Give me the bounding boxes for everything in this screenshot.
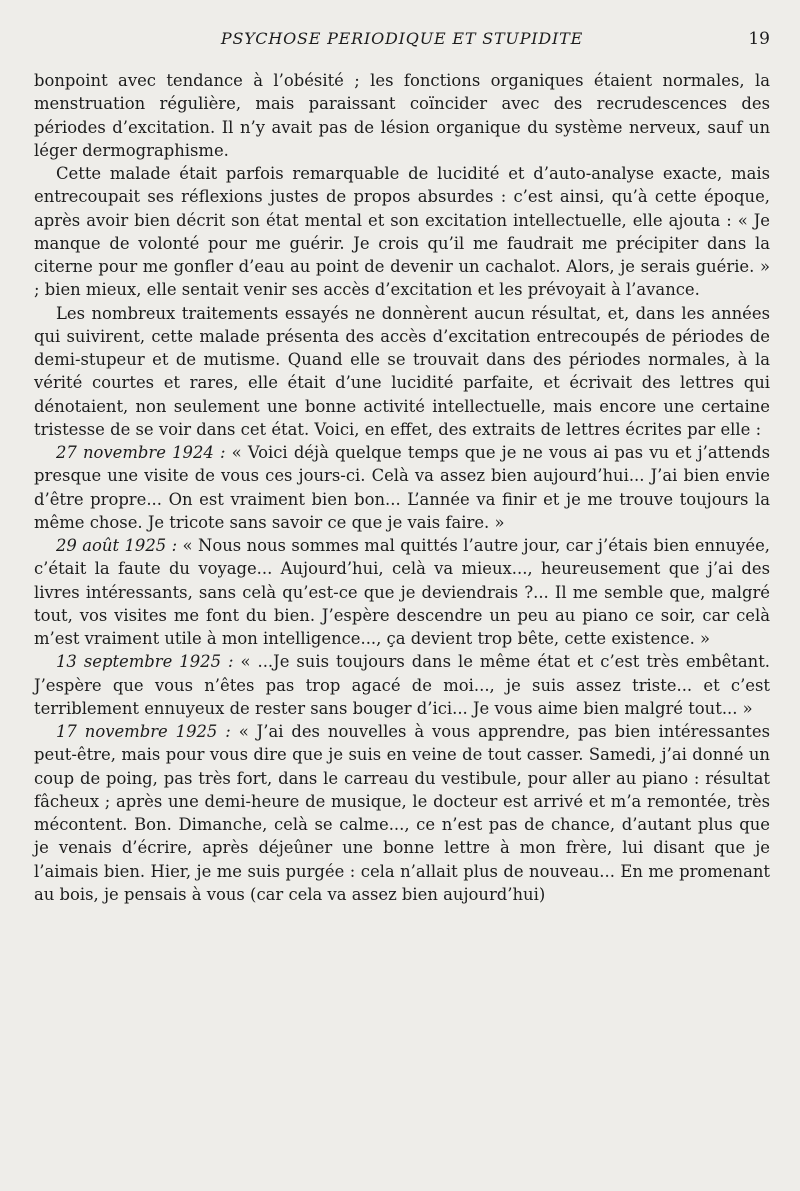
paragraph-continued: bonpoint avec tendance à l’obésité ; les fonctions organiques étaient normales, la menstruation régulière, mais paraissant coïncider avec des recrudescences des périodes d’excitation. Il n’y avait pas de lésion organique du système nerveux, sauf un léger dermographisme. [34, 71, 770, 160]
letter-date: 29 août 1925 : [56, 536, 178, 555]
letter-date: 13 septembre 1925 : [56, 652, 234, 672]
letter-text: « Nous nous sommes mal quittés l’autre jour, car j’étais bien ennuyée, c’était la faute du voyage... Aujourd’hui, celà va mieux..., heureusement que j’ai des livres intéressants, sans celà qu’est-ce que je deviendrais ?... Il me semble que, malgré tout, vos visites me font du bien. J’espère descendre un peu au piano ce soir, car celà m’est vraiment utile à mon intelligence..., ça devient trop bête, cette existence. » [34, 536, 770, 648]
letter-text: « Voici déjà quelque temps que je ne vous ai pas vu et j’attends presque une visite de vous ces jours-ci. Celà va assez bien aujourd’hui... J’ai bien envie d’être propre... On est vraiment bien bon... L’année va finir et je me trouve toujours la même chose. Je tricote sans savoir ce que je vais faire. » [34, 443, 770, 532]
letter-extract [34, 720, 770, 906]
letter-text: « ...Je suis toujours dans le même état et c’est très embêtant. J’espère que vous n’êtes pas trop agacé de moi..., je suis assez triste... et c’est terriblement ennuyeux de rester sans bouger d’ici... Je vous aime bien malgré tout... » [34, 652, 770, 718]
letter-text: « J’ai des nouvelles à vous apprendre, pas bien intéressantes peut-être, mais pour vous dire que je suis en veine de tout casser. Samedi, j’ai donné un coup de poing, pas très fort, dans le carreau du vestibule, pour aller au piano : résultat fâcheux ; après une demi-heure de musique, le docteur est arrivé et m’a remontée, très mécontent. Bon. Dimanche, celà se calme..., ce n’est pas de chance, d’autant plus que je venais d’écrire, après déjeûner une bonne lettre à mon frère, lui disant que je l’aimais bien. Hier, je me suis purgée : cela n’allait plus de nouveau... En me promenant au bois, je pensais à vous (car cela va assez bien aujourd’hui) [34, 722, 770, 904]
paragraph-lucidity: Cette malade était parfois remarquable de lucidité et d’auto-analyse exacte, mais entrecoupait ses réflexions justes de propos absurdes : c’est ainsi, qu’à cette époque, après avoir bien décrit son état mental et son excitation intellectuelle, elle ajouta : « Je manque de volonté pour me guérir. Je crois qu’il me faudrait me précipiter dans la citerne pour me gonfler d’eau au point de devenir un cachalot. Alors, je serais guérie. » ; bien mieux, elle sentait venir ses accès d’excitation et les prévoyait à l’avance. [34, 164, 770, 300]
running-head [34, 24, 770, 54]
paragraph-treatments: Les nombreux traitements essayés ne donnèrent aucun résultat, et, dans les années qui suivirent, cette malade présenta des accès d’excitation entrecoupés de périodes de demi-stupeur et de mutisme. Quand elle se trouvait dans des périodes normales, à la vérité courtes et rares, elle était d’une lucidité parfaite, et écrivait des lettres qui dénotaient, non seulement une bonne activité intellectuelle, mais encore une certaine tristesse de se voir dans cet état. Voici, en effet, des extraits de lettres écrites par elle : [34, 303, 770, 439]
body-text [34, 69, 770, 906]
letter-extract [34, 441, 770, 534]
letter-date: 27 novembre 1924 : [56, 443, 226, 462]
letter-extract [34, 534, 770, 650]
page-number: 19 [748, 29, 770, 49]
letter-date: 17 novembre 1925 : [56, 722, 231, 741]
running-title: PSYCHOSE PERIODIQUE ET STUPIDITE [220, 29, 584, 48]
letter-extract [34, 650, 770, 720]
